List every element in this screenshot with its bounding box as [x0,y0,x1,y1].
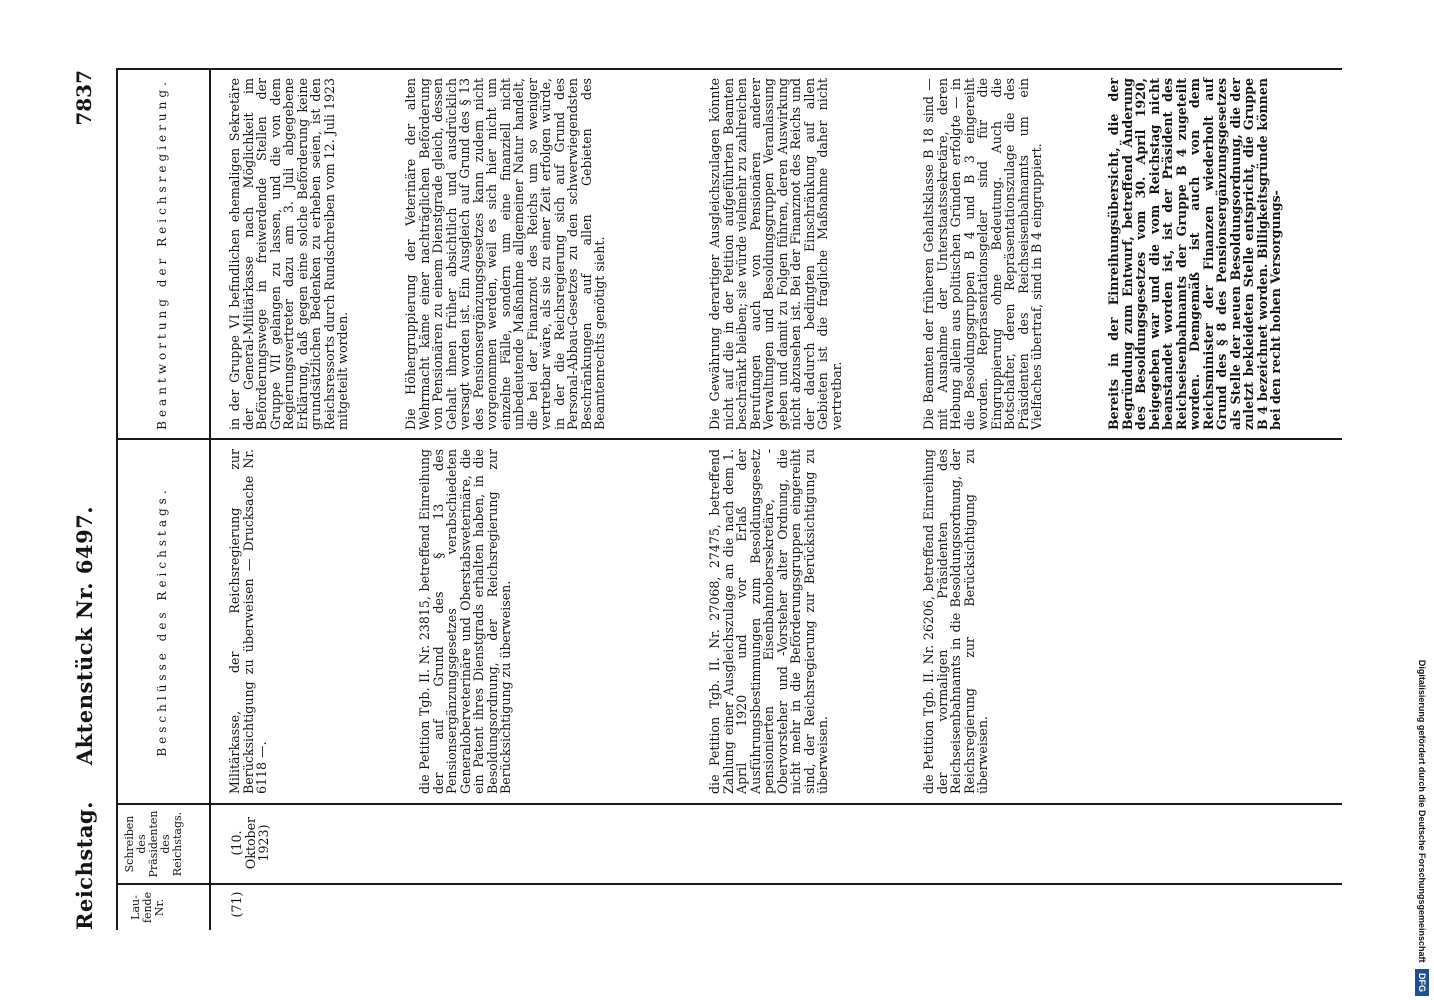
dfg-logo: DFG [1415,969,1429,996]
side-credit-text: Digitalisierung gefördert durch die Deutsche Forschungsgemeinschaft [1417,659,1427,963]
side-credit [1416,6,1430,996]
header-schreiben [124,805,184,883]
side-credit-rotator [1415,6,1429,996]
header-nr-line1: Lau- [129,895,142,920]
antwort-1: in der Gruppe VI befindlichen ehemaligen Sekretäre der General-Militärkasse nach Möglichkeit im Beförderungswege in freiwerdende Stellen der Gruppe VII gelangen zu lassen, und die von dem Regierungsvertreter dazu am 3. Juli abgegebene Erklärung, daß gegen eine solche Beförderung keine grundsätzlichen Bedenken zu erheben seien, ist den Reichsressorts durch Rundschreiben vom 12. Juli 1923 mitgeteilt worden. [227,78,350,430]
header-beantwortung: Beantwortung der Reichsregierung. [155,78,169,430]
beschluss-2: die Petition Tgb. II. Nr. 23815, betreffend Einreihung der auf Grund des § 13 des Pensionsergänzungsgesetzes verabschiedeten Generaloberveterinäre und Oberstabsveterinäre, die ein Patent ihres Dienstgrads erhalten haben, in die Besoldungsordnung, der Reichsregierung zur Berücksichtigung zu überweisen. [417,449,513,794]
header-schreiben-line3: Präsidenten [147,810,160,878]
header-schreiben-line5: Reichstags. [171,811,184,877]
table-header-rule [209,70,211,930]
header-schreiben-line4: des [159,834,172,854]
antwort-4: Die Beamten der früheren Gehaltsklasse B 18 sind — mit Ausnahme der Unterstaatssekretäre, deren Hebung allein aus politischen Gründen erfolgte — in die Besoldungsgruppen B 4 und B 3 eingereiht worden. Repräsentationsgelder sind für die Eingruppierung ohne Bedeutung. Auch die Botschafter, deren Repräsentationszulage die des Präsidenten des Reichseisenbahnamts um ein Vielfaches übertraf, sind in B 4 eingruppiert. [921,78,1044,430]
header-beschluesse: Beschlüsse des Reichstags. [155,486,169,757]
table-right-rule [116,69,1342,71]
header-schreiben-line2: des [135,834,148,854]
header-schreiben-line1: Schreiben [123,815,136,873]
header-nr [130,885,166,930]
row-number: (71) [229,891,244,918]
row-schreiben-date: (10. Oktober 1923) [229,816,271,870]
page-header [72,70,100,930]
header-title [72,478,97,930]
page-number: 7837 [72,70,96,126]
antwort-3: Die Gewährung derartiger Ausgleichszulagen könnte nicht auf die in der Petition aufgeführten Beamten beschränkt bleiben; sie würde vielmehr zu zahlreichen Berufungen auch von Pensionären anderer Verwaltungen und Besoldungsgruppen Veranlassung geben und damit zu Folgen führen, deren Auswirkung nicht abzusehen ist. Bei der Finanznot des Reichs und der dadurch bedingten Einschränkung auf allen Gebieten ist die fragliche Maßnahme daher nicht vertretbar. [707,78,844,430]
header-reichstag: Reichstag. [72,801,97,930]
header-nr-line3: Nr. [153,898,166,917]
header-aktenstueck: Aktenstück Nr. 6497. [72,505,97,766]
antwort-5: Bereits in der Einreihungsübersicht, die der Begründung zum Entwurf, betreffend Änderung des Besoldungsgesetzes vom 30. April 1920, beigegeben war und die vom Reichstag nicht beanstandet worden ist, ist der Präsident des Reichseisenbahnamts der Gruppe B 4 zugeteilt worden. Demgemäß ist auch von dem Reichsminister der Finanzen wiederholt auf Grund des § 8 des Pensionsergänzungsgesetzes als Stelle der neuen Besoldungsordnung, die der zuletzt bekleideten Stelle entspricht, die Gruppe B 4 bezeichnet worden. Billigkeitsgründe können bei den recht hohen Versorgungs- [1106,78,1283,430]
beschluss-1: Militärkasse, der Reichsregierung zur Berücksichtigung zu überweisen — Drucksache Nr. 6118 —. [227,449,269,794]
digitization-note [0,0,1434,20]
beschluss-3: die Petition Tgb. II. Nr. 27068, 27475, betreffend Zahlung einer Ausgleichszulage an die nach dem 1. April 1920 und vor Erlaß der Ausführungsbestimmungen zum Besoldungsgesetz pensionierten Eisenbahnobersekretäre, -Obervorsteher und -Vorsteher alter Ordnung, die nicht mehr in die Beförderungsgruppen eingereiht sind, der Reichsregierung zur Berücksichtigung zu überweisen. [707,449,830,794]
column-rule-2 [116,804,1342,806]
table-top-rule [116,70,118,930]
beschluss-4: die Petition Tgb. II. Nr. 26206, betreffend Einreihung der vormaligen Präsidenten des Reichseisenbahnamts in die Besoldungsordnung, der Reichsregierung zur Berücksichtigung zu überweisen. [921,449,990,794]
antwort-2: Die Höhergruppierung der Veterinäre der alten Wehrmacht käme einer nachträglichen Beförderung von Pensionären zu einem Dienstgrade gleich, dessen Gehalt ihnen früher absichtlich und ausdrücklich versagt worden ist. Ein Ausgleich auf Grund des § 13 des Pensionsergänzungsgesetzes kann zudem nicht vorgenommen werden, weil es sich hier nicht um einzelne Fälle, sondern um eine finanziell nicht unbedeutende Maßnahme allgemeiner Natur handelt, die bei der Finanznot des Reichs um so weniger vertretbar wäre, als sie zu einer Zeit erfolgen würde, in der die Reichsregierung sich auf Grund des Personal-Abbau-Gesetzes zu den schwerwiegendsten Beschränkungen auf allen Gebieten des Beamtenrechts genötigt sieht. [403,78,607,430]
header-nr-line2: fende [141,891,154,924]
column-rule-3 [116,439,1342,441]
column-rule-1 [116,884,1342,886]
